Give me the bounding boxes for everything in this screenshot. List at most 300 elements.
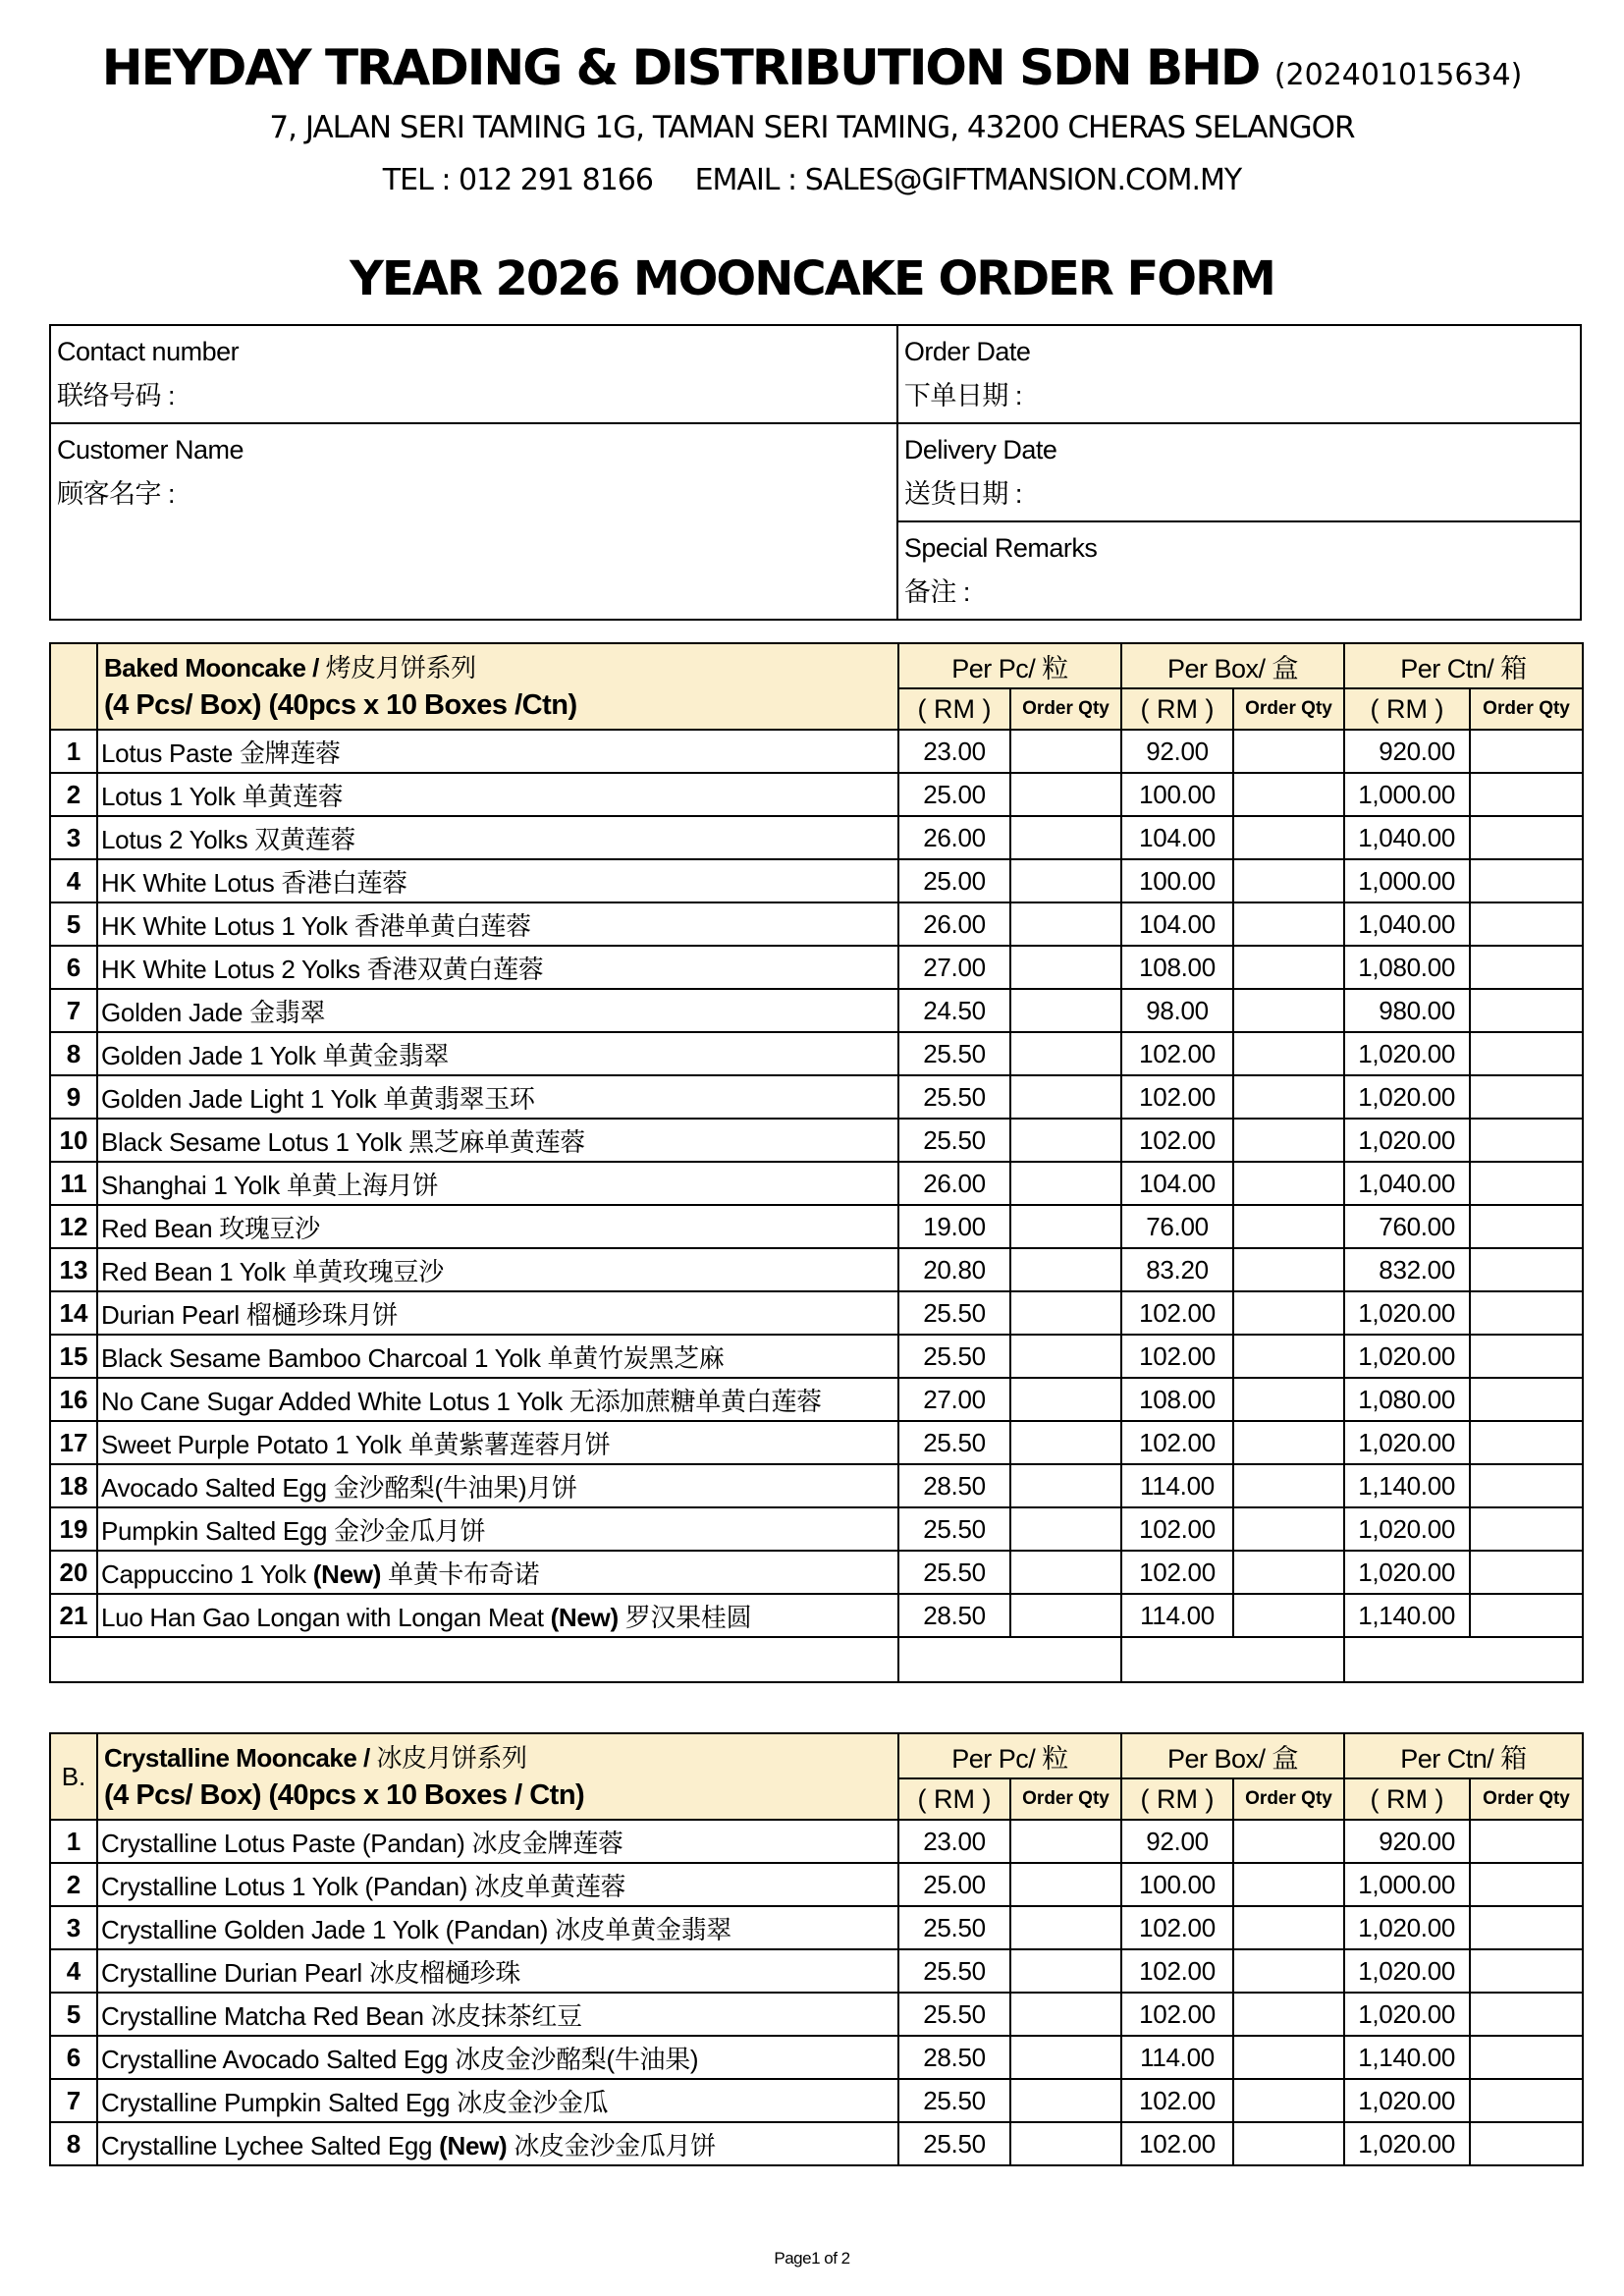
- qty-per-box-input[interactable]: [1233, 1820, 1344, 1863]
- order-qty-header: Order Qty: [1470, 688, 1583, 730]
- qty-per-ctn-input[interactable]: [1470, 1378, 1583, 1421]
- price-per-box: 102.00: [1121, 1291, 1233, 1335]
- item-number: 1: [50, 730, 97, 773]
- rm-header: ( RM ): [1344, 1778, 1470, 1820]
- price-per-pc: 25.50: [898, 1507, 1010, 1551]
- item-name-zh: 香港白莲蓉: [281, 867, 407, 898]
- item-name: [97, 1162, 898, 1205]
- table-row: [50, 1335, 1583, 1378]
- price-per-ctn: 1,080.00: [1344, 946, 1470, 989]
- price-per-pc: 26.00: [898, 1162, 1010, 1205]
- price-per-ctn: 1,040.00: [1344, 1162, 1470, 1205]
- price-per-ctn: 760.00: [1344, 1205, 1470, 1248]
- item-name-zh: 冰皮榴樋珍珠: [368, 1957, 521, 1988]
- qty-per-box-input[interactable]: [1233, 1291, 1344, 1335]
- price-per-ctn: 1,000.00: [1344, 859, 1470, 902]
- price-per-pc: 25.50: [898, 1421, 1010, 1464]
- qty-per-box-input[interactable]: [1233, 816, 1344, 859]
- item-number: 5: [50, 902, 97, 946]
- price-per-pc: 25.50: [898, 1291, 1010, 1335]
- item-name: [97, 1594, 898, 1637]
- order-date-field[interactable]: [897, 325, 1581, 423]
- table-row: [50, 1993, 1583, 2036]
- item-name-zh: 玫瑰豆沙: [219, 1213, 320, 1243]
- qty-per-ctn-input[interactable]: [1470, 730, 1583, 773]
- item-name-zh: 香港单黄白莲蓉: [353, 910, 531, 941]
- rm-header: ( RM ): [898, 688, 1010, 730]
- item-name-zh: 单黄玫瑰豆沙: [292, 1256, 444, 1286]
- qty-per-ctn-input[interactable]: [1470, 1993, 1583, 2036]
- qty-per-ctn-input[interactable]: [1470, 2036, 1583, 2079]
- qty-per-ctn-input[interactable]: [1470, 1162, 1583, 1205]
- item-name-zh: 香港双黄白莲蓉: [366, 954, 544, 984]
- price-per-ctn: 1,040.00: [1344, 816, 1470, 859]
- item-name: [97, 902, 898, 946]
- price-per-pc: 25.50: [898, 1335, 1010, 1378]
- contact-number-label-zh: 联络号码 :: [57, 381, 176, 410]
- price-per-box: 114.00: [1121, 1594, 1233, 1637]
- item-number: 18: [50, 1464, 97, 1507]
- qty-per-pc-input[interactable]: [1010, 1378, 1121, 1421]
- item-name: [97, 1993, 898, 2036]
- item-name-zh: 单黄金翡翠: [322, 1040, 450, 1070]
- price-per-ctn: 920.00: [1344, 1820, 1470, 1863]
- item-name-zh: 单黄上海月饼: [286, 1170, 439, 1200]
- item-name-en: Avocado Salted Egg: [101, 1472, 327, 1503]
- order-qty-header: Order Qty: [1233, 688, 1344, 730]
- item-name-zh: 双黄莲蓉: [254, 824, 356, 854]
- price-per-box: 92.00: [1121, 730, 1233, 773]
- qty-per-ctn-input[interactable]: [1470, 1906, 1583, 1949]
- qty-per-pc-input[interactable]: [1010, 859, 1121, 902]
- item-name-en: Crystalline Golden Jade 1 Yolk (Pandan): [101, 1914, 549, 1944]
- per-ctn-header: Per Ctn/ 箱: [1344, 1733, 1583, 1778]
- price-per-ctn: 1,140.00: [1344, 2036, 1470, 2079]
- item-name: [97, 1863, 898, 1906]
- price-per-pc: 25.50: [898, 1119, 1010, 1162]
- price-per-ctn: 1,000.00: [1344, 1863, 1470, 1906]
- special-remarks-field[interactable]: [897, 521, 1581, 620]
- customer-name-field[interactable]: [50, 423, 897, 620]
- item-number: 6: [50, 2036, 97, 2079]
- qty-per-box-input[interactable]: [1233, 1162, 1344, 1205]
- table-row: [50, 1421, 1583, 1464]
- price-per-box: 100.00: [1121, 859, 1233, 902]
- item-name-zh: 榴樋珍珠月饼: [245, 1299, 399, 1330]
- item-number: 11: [50, 1162, 97, 1205]
- order-qty-header: Order Qty: [1010, 1778, 1121, 1820]
- item-number: 19: [50, 1507, 97, 1551]
- qty-per-box-input[interactable]: [1233, 1906, 1344, 1949]
- item-name-en: Crystalline Lychee Salted Egg: [101, 2130, 433, 2160]
- qty-per-box-input[interactable]: [1233, 1863, 1344, 1906]
- table-row: [50, 1906, 1583, 1949]
- price-per-ctn: 920.00: [1344, 730, 1470, 773]
- price-per-ctn: 1,020.00: [1344, 1993, 1470, 2036]
- section-subtitle: (4 Pcs/ Box) (40pcs x 10 Boxes / Ctn): [104, 1779, 585, 1811]
- qty-per-pc-input[interactable]: [1010, 816, 1121, 859]
- section-title: [97, 643, 898, 730]
- qty-per-pc-input[interactable]: [1010, 1421, 1121, 1464]
- new-badge: (New): [312, 1558, 382, 1589]
- price-per-ctn: 1,020.00: [1344, 1949, 1470, 1993]
- order-qty-header: Order Qty: [1470, 1778, 1583, 1820]
- per-box-header: Per Box/ 盒: [1121, 643, 1344, 688]
- item-name-en: Crystalline Avocado Salted Egg: [101, 2044, 449, 2074]
- table-row: [50, 773, 1583, 816]
- price-per-ctn: 1,140.00: [1344, 1594, 1470, 1637]
- item-number: 4: [50, 1949, 97, 1993]
- qty-per-pc-input[interactable]: [1010, 1291, 1121, 1335]
- qty-per-ctn-input[interactable]: [1470, 1119, 1583, 1162]
- price-per-box: 98.00: [1121, 989, 1233, 1032]
- customer-info-table: [49, 324, 1582, 621]
- price-per-box: 100.00: [1121, 773, 1233, 816]
- item-name-en: Crystalline Lotus 1 Yolk (Pandan): [101, 1871, 468, 1901]
- qty-per-pc-input[interactable]: [1010, 1820, 1121, 1863]
- qty-per-box-input[interactable]: [1233, 1248, 1344, 1291]
- price-per-ctn: 1,020.00: [1344, 1119, 1470, 1162]
- qty-per-box-input[interactable]: [1233, 773, 1344, 816]
- table-row: [50, 816, 1583, 859]
- company-address: 7, JALAN SERI TAMING 1G, TAMAN SERI TAMING, 43200 CHERAS SELANGOR: [269, 110, 1355, 145]
- qty-per-pc-input[interactable]: [1010, 1162, 1121, 1205]
- qty-per-pc-input[interactable]: [1010, 2122, 1121, 2165]
- qty-per-pc-input[interactable]: [1010, 1949, 1121, 1993]
- item-number: 4: [50, 859, 97, 902]
- price-per-box: 108.00: [1121, 946, 1233, 989]
- order-date-label: Order Date: [903, 337, 1031, 366]
- item-name: [97, 1820, 898, 1863]
- item-name-zh: 金沙酩梨(牛油果)月饼: [333, 1472, 577, 1503]
- table-row: [50, 1291, 1583, 1335]
- qty-per-box-input[interactable]: [1233, 1119, 1344, 1162]
- item-name-zh: 单黄翡翠玉环: [383, 1083, 535, 1114]
- item-name-en: Lotus 2 Yolks: [101, 824, 248, 854]
- table-row: [50, 1162, 1583, 1205]
- price-per-pc: 25.50: [898, 1906, 1010, 1949]
- qty-per-box-input[interactable]: [1233, 1594, 1344, 1637]
- item-name: [97, 1032, 898, 1075]
- price-per-pc: 25.00: [898, 859, 1010, 902]
- table-row: [50, 946, 1583, 989]
- price-per-ctn: 1,040.00: [1344, 902, 1470, 946]
- qty-per-box-input[interactable]: [1233, 946, 1344, 989]
- item-name: [97, 989, 898, 1032]
- item-number: 14: [50, 1291, 97, 1335]
- table-row: [50, 2122, 1583, 2165]
- item-name-en: Red Bean: [101, 1213, 213, 1243]
- item-name-zh: 冰皮金沙金瓜月饼: [514, 2130, 716, 2160]
- qty-per-ctn-input[interactable]: [1470, 1594, 1583, 1637]
- price-per-box: 102.00: [1121, 1993, 1233, 2036]
- price-per-ctn: 1,080.00: [1344, 1378, 1470, 1421]
- item-name: [97, 1119, 898, 1162]
- qty-per-pc-input[interactable]: [1010, 1464, 1121, 1507]
- item-name-zh: 冰皮金沙金瓜: [457, 2087, 609, 2117]
- qty-per-ctn-input[interactable]: [1470, 1464, 1583, 1507]
- item-name: [97, 1507, 898, 1551]
- item-number: 2: [50, 773, 97, 816]
- delivery-date-label: Delivery Date: [903, 435, 1057, 465]
- item-name: [97, 2122, 898, 2165]
- rm-header: ( RM ): [898, 1778, 1010, 1820]
- qty-per-box-input[interactable]: [1233, 902, 1344, 946]
- qty-per-box-input[interactable]: [1233, 1032, 1344, 1075]
- section-title: [97, 1733, 898, 1820]
- qty-per-box-input[interactable]: [1233, 1075, 1344, 1119]
- per-ctn-header: Per Ctn/ 箱: [1344, 643, 1583, 688]
- section-letter: [50, 643, 97, 730]
- item-name-en: Luo Han Gao Longan with Longan Meat: [101, 1602, 544, 1632]
- price-per-pc: 25.50: [898, 1949, 1010, 1993]
- item-name-en: Golden Jade 1 Yolk: [101, 1040, 316, 1070]
- item-number: 7: [50, 989, 97, 1032]
- table-row: [50, 1119, 1583, 1162]
- table-row: [50, 1507, 1583, 1551]
- item-name: [97, 1378, 898, 1421]
- qty-per-ctn-input[interactable]: [1470, 2122, 1583, 2165]
- table-row: [50, 1464, 1583, 1507]
- item-name-zh: 单黄莲蓉: [242, 781, 344, 811]
- price-per-box: 76.00: [1121, 1205, 1233, 1248]
- qty-per-box-input[interactable]: [1233, 1949, 1344, 1993]
- price-per-pc: 28.50: [898, 1594, 1010, 1637]
- form-title: YEAR 2026 MOONCAKE ORDER FORM: [350, 251, 1274, 306]
- price-per-pc: 25.50: [898, 2079, 1010, 2122]
- item-name-en: Pumpkin Salted Egg: [101, 1515, 328, 1546]
- price-per-box: 102.00: [1121, 1032, 1233, 1075]
- item-name-zh: 冰皮单黄莲蓉: [474, 1871, 626, 1901]
- qty-per-ctn-input[interactable]: [1470, 1421, 1583, 1464]
- qty-per-ctn-input[interactable]: [1470, 1032, 1583, 1075]
- qty-per-pc-input[interactable]: [1010, 1863, 1121, 1906]
- item-name-en: HK White Lotus 2 Yolks: [101, 954, 360, 984]
- item-name-zh: 冰皮抹茶红豆: [430, 2000, 582, 2031]
- qty-per-box-input[interactable]: [1233, 859, 1344, 902]
- price-per-pc: 23.00: [898, 1820, 1010, 1863]
- qty-per-pc-input[interactable]: [1010, 1248, 1121, 1291]
- section-title-en: Crystalline Mooncake /: [104, 1743, 370, 1773]
- qty-per-pc-input[interactable]: [1010, 1507, 1121, 1551]
- item-name-zh: 金沙金瓜月饼: [334, 1515, 486, 1546]
- table-row: [50, 1949, 1583, 1993]
- item-name-en: Golden Jade Light 1 Yolk: [101, 1083, 377, 1114]
- qty-per-box-input[interactable]: [1233, 989, 1344, 1032]
- qty-per-pc-input[interactable]: [1010, 989, 1121, 1032]
- item-name-zh: 黑芝麻单黄莲蓉: [408, 1126, 585, 1157]
- qty-per-box-input[interactable]: [1233, 1421, 1344, 1464]
- qty-per-pc-input[interactable]: [1010, 1032, 1121, 1075]
- item-name: [97, 1205, 898, 1248]
- order-date-label-zh: 下单日期 :: [903, 381, 1022, 410]
- price-per-pc: 23.00: [898, 730, 1010, 773]
- price-per-pc: 28.50: [898, 2036, 1010, 2079]
- table-row: [50, 902, 1583, 946]
- item-number: 12: [50, 1205, 97, 1248]
- new-badge: (New): [439, 2130, 508, 2160]
- special-remarks-label-zh: 备注 :: [903, 577, 970, 607]
- per-box-header: Per Box/ 盒: [1121, 1733, 1344, 1778]
- qty-per-pc-input[interactable]: [1010, 946, 1121, 989]
- item-number: 15: [50, 1335, 97, 1378]
- price-per-box: 102.00: [1121, 1906, 1233, 1949]
- table-row: [50, 1863, 1583, 1906]
- price-per-pc: 25.50: [898, 1551, 1010, 1594]
- qty-per-ctn-input[interactable]: [1470, 989, 1583, 1032]
- item-number: 13: [50, 1248, 97, 1291]
- price-per-pc: 25.00: [898, 1863, 1010, 1906]
- qty-per-ctn-input[interactable]: [1470, 1248, 1583, 1291]
- table-row: [50, 1032, 1583, 1075]
- item-name: [97, 773, 898, 816]
- price-per-ctn: 1,020.00: [1344, 1032, 1470, 1075]
- qty-per-box-input[interactable]: [1233, 1335, 1344, 1378]
- item-name: [97, 1291, 898, 1335]
- qty-per-pc-input[interactable]: [1010, 1335, 1121, 1378]
- item-name-zh: 冰皮单黄金翡翠: [555, 1914, 731, 1944]
- qty-per-ctn-input[interactable]: [1470, 1551, 1583, 1594]
- qty-per-ctn-input[interactable]: [1470, 1820, 1583, 1863]
- item-name-en: Sweet Purple Potato 1 Yolk: [101, 1429, 402, 1459]
- qty-per-ctn-input[interactable]: [1470, 859, 1583, 902]
- qty-per-pc-input[interactable]: [1010, 902, 1121, 946]
- qty-per-box-input[interactable]: [1233, 730, 1344, 773]
- price-per-box: 92.00: [1121, 1820, 1233, 1863]
- price-per-ctn: 980.00: [1344, 989, 1470, 1032]
- delivery-date-field[interactable]: [897, 423, 1581, 521]
- qty-per-box-input[interactable]: [1233, 2122, 1344, 2165]
- price-per-pc: 27.00: [898, 1378, 1010, 1421]
- item-name-en: Shanghai 1 Yolk: [101, 1170, 281, 1200]
- price-per-box: 104.00: [1121, 902, 1233, 946]
- qty-per-ctn-input[interactable]: [1470, 1507, 1583, 1551]
- price-per-box: 83.20: [1121, 1248, 1233, 1291]
- order-qty-header: Order Qty: [1233, 1778, 1344, 1820]
- price-per-ctn: 1,140.00: [1344, 1464, 1470, 1507]
- special-remarks-label: Special Remarks: [903, 533, 1098, 563]
- qty-per-ctn-input[interactable]: [1470, 1291, 1583, 1335]
- table-row: [50, 730, 1583, 773]
- table-row: [50, 2079, 1583, 2122]
- qty-per-pc-input[interactable]: [1010, 1119, 1121, 1162]
- qty-per-box-input[interactable]: [1233, 1205, 1344, 1248]
- item-number: 9: [50, 1075, 97, 1119]
- qty-per-box-input[interactable]: [1233, 1378, 1344, 1421]
- item-name-en: Durian Pearl: [101, 1299, 240, 1330]
- item-number: 3: [50, 1906, 97, 1949]
- price-per-ctn: 1,020.00: [1344, 2079, 1470, 2122]
- qty-per-pc-input[interactable]: [1010, 2079, 1121, 2122]
- qty-per-box-input[interactable]: [1233, 1507, 1344, 1551]
- qty-per-pc-input[interactable]: [1010, 2036, 1121, 2079]
- qty-per-pc-input[interactable]: [1010, 730, 1121, 773]
- price-per-box: 102.00: [1121, 1551, 1233, 1594]
- qty-per-ctn-input[interactable]: [1470, 816, 1583, 859]
- price-per-ctn: 832.00: [1344, 1248, 1470, 1291]
- qty-per-box-input[interactable]: [1233, 1464, 1344, 1507]
- item-name-zh: 单黄卡布奇诺: [388, 1558, 540, 1589]
- price-per-ctn: 1,020.00: [1344, 1551, 1470, 1594]
- price-per-pc: 25.50: [898, 1032, 1010, 1075]
- qty-per-box-input[interactable]: [1233, 1993, 1344, 2036]
- qty-per-pc-input[interactable]: [1010, 1205, 1121, 1248]
- qty-per-pc-input[interactable]: [1010, 1075, 1121, 1119]
- qty-per-ctn-input[interactable]: [1470, 2079, 1583, 2122]
- price-per-box: 114.00: [1121, 2036, 1233, 2079]
- company-name: [0, 39, 1624, 96]
- qty-per-pc-input[interactable]: [1010, 1594, 1121, 1637]
- qty-per-box-input[interactable]: [1233, 2036, 1344, 2079]
- item-name-zh: 无添加蔗糖单黄白莲蓉: [568, 1386, 822, 1416]
- table-row: [50, 1594, 1583, 1637]
- new-badge: (New): [550, 1602, 619, 1632]
- item-number: 1: [50, 1820, 97, 1863]
- section-subtitle: (4 Pcs/ Box) (40pcs x 10 Boxes /Ctn): [104, 689, 577, 721]
- price-per-pc: 19.00: [898, 1205, 1010, 1248]
- qty-per-pc-input[interactable]: [1010, 773, 1121, 816]
- table-row: [50, 1378, 1583, 1421]
- item-name-en: HK White Lotus 1 Yolk: [101, 910, 348, 941]
- qty-per-ctn-input[interactable]: [1470, 1863, 1583, 1906]
- price-per-ctn: 1,020.00: [1344, 1906, 1470, 1949]
- qty-per-box-input[interactable]: [1233, 2079, 1344, 2122]
- section-title-en: Baked Mooncake /: [104, 653, 319, 683]
- qty-per-ctn-input[interactable]: [1470, 1205, 1583, 1248]
- price-per-box: 114.00: [1121, 1464, 1233, 1507]
- item-name-zh: 单黄紫薯莲蓉月饼: [407, 1429, 611, 1459]
- qty-per-ctn-input[interactable]: [1470, 773, 1583, 816]
- table-row: [50, 1075, 1583, 1119]
- contact-number-field[interactable]: [50, 325, 897, 423]
- company-name-text: HEYDAY TRADING & DISTRIBUTION SDN BHD: [101, 39, 1260, 96]
- qty-per-pc-input[interactable]: [1010, 1906, 1121, 1949]
- qty-per-pc-input[interactable]: [1010, 1993, 1121, 2036]
- item-name: [97, 1075, 898, 1119]
- item-number: 17: [50, 1421, 97, 1464]
- qty-per-box-input[interactable]: [1233, 1551, 1344, 1594]
- qty-per-ctn-input[interactable]: [1470, 1335, 1583, 1378]
- item-name: [97, 1335, 898, 1378]
- price-per-ctn: 1,000.00: [1344, 773, 1470, 816]
- price-per-pc: 25.00: [898, 773, 1010, 816]
- qty-per-ctn-input[interactable]: [1470, 1075, 1583, 1119]
- qty-per-ctn-input[interactable]: [1470, 946, 1583, 989]
- item-name-en: Cappuccino 1 Yolk: [101, 1558, 306, 1589]
- price-per-pc: 28.50: [898, 1464, 1010, 1507]
- item-name: [97, 946, 898, 989]
- qty-per-ctn-input[interactable]: [1470, 1949, 1583, 1993]
- qty-per-pc-input[interactable]: [1010, 1551, 1121, 1594]
- section-title-zh: 烤皮月饼系列: [325, 653, 476, 683]
- price-per-pc: 25.50: [898, 2122, 1010, 2165]
- item-name: [97, 816, 898, 859]
- spacer-row: [50, 1637, 1583, 1682]
- table-row: [50, 1205, 1583, 1248]
- item-name-en: Crystalline Lotus Paste (Pandan): [101, 1828, 465, 1858]
- per-pc-header: Per Pc/ 粒: [898, 1733, 1121, 1778]
- price-per-ctn: 1,020.00: [1344, 1421, 1470, 1464]
- baked-mooncake-table: [49, 642, 1584, 1683]
- item-name-zh: 单黄竹炭黑芝麻: [547, 1342, 725, 1373]
- rm-header: ( RM ): [1121, 1778, 1233, 1820]
- item-name-en: Lotus Paste: [101, 738, 234, 768]
- item-number: 2: [50, 1863, 97, 1906]
- delivery-date-label-zh: 送货日期 :: [903, 479, 1022, 509]
- item-number: 8: [50, 2122, 97, 2165]
- qty-per-ctn-input[interactable]: [1470, 902, 1583, 946]
- price-per-pc: 20.80: [898, 1248, 1010, 1291]
